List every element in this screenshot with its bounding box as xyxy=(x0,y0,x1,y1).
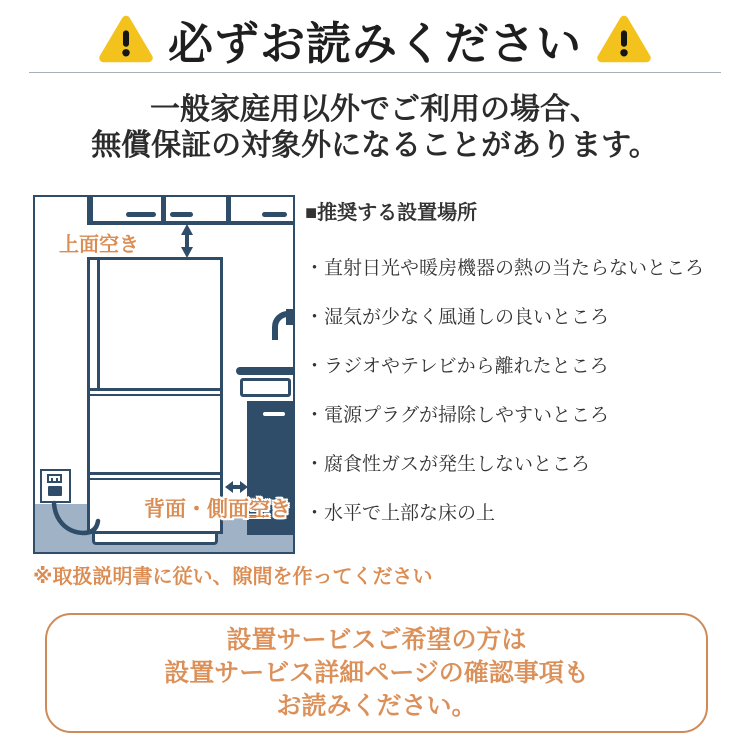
faucet-spout xyxy=(286,309,293,325)
placement-item: ・湿気が少なく風通しの良いところ xyxy=(305,307,610,328)
top-clearance-label: 上面空き xyxy=(59,234,139,256)
recommended-placement xyxy=(305,196,750,547)
page-title: 必ずお読みください xyxy=(167,17,582,69)
placement-item: ・電源プラグが掃除しやすいところ xyxy=(305,405,610,426)
warranty-notice xyxy=(0,92,750,164)
placement-item: ・水平で上部な床の上 xyxy=(305,503,496,524)
side-clearance-label: 背面・側面空き xyxy=(144,498,291,521)
service-info-box xyxy=(45,613,708,733)
service-line1: 設置サービスご希望の方は xyxy=(226,625,527,654)
clearance-arrow-vertical xyxy=(181,224,193,258)
warranty-notice-line1: 一般家庭用以外でご利用の場合、 xyxy=(150,93,600,126)
page-header xyxy=(0,8,750,70)
placement-item: ・直射日光や暖房機器の熱の当たらないところ xyxy=(305,258,705,279)
warranty-notice-line2: 無償保証の対象外になることがあります。 xyxy=(91,129,659,162)
warning-triangle-icon xyxy=(98,14,154,64)
warning-triangle-icon xyxy=(596,14,652,64)
placement-item: ・ラジオやテレビから離れたところ xyxy=(305,356,609,377)
installation-diagram xyxy=(33,195,295,554)
clearance-arrow-horizontal xyxy=(225,481,248,493)
power-cord xyxy=(54,503,98,533)
service-line3: お読みください。 xyxy=(276,691,477,720)
placement-item: ・腐食性ガスが発生しないところ xyxy=(305,454,591,475)
manual-note: ※取扱説明書に従い、隙間を作ってください xyxy=(33,566,433,588)
header-divider xyxy=(29,72,721,73)
placement-heading: ■推奨する設置場所 xyxy=(305,202,478,224)
service-line2: 設置サービス詳細ページの確認事項も xyxy=(164,658,589,687)
placement-list xyxy=(305,253,750,525)
